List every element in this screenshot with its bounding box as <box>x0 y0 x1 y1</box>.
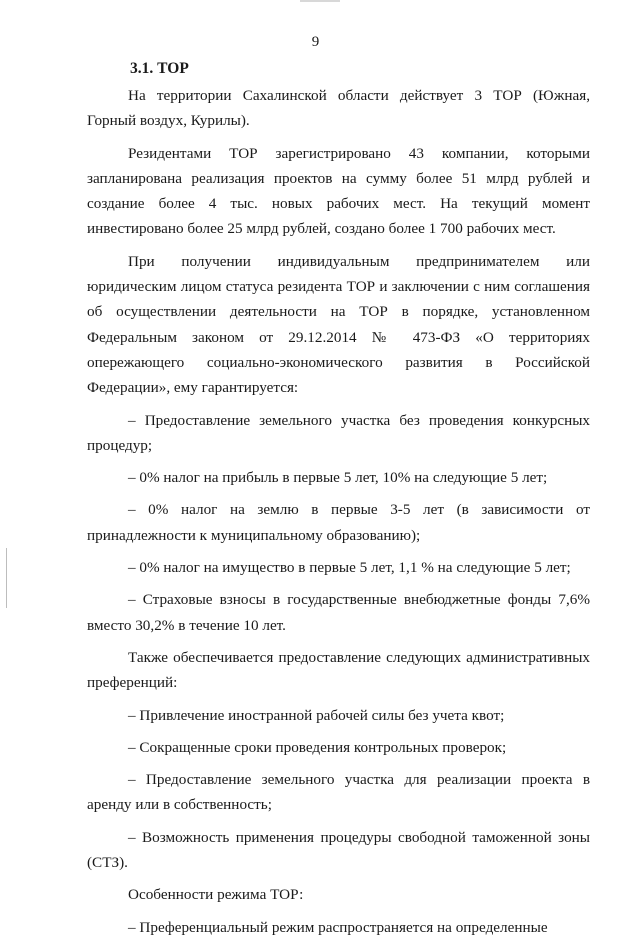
paragraph-admin-preferences: Также обеспечивается предоставление следующих административных преференций: <box>87 648 590 692</box>
document-body <box>87 83 590 947</box>
list-item-free-customs-zone: – Возможность применения процедуры свободной таможенной зоны (СТЗ). <box>87 828 590 872</box>
list-item-inspections: – Сокращенные сроки проведения контрольных проверок; <box>128 738 507 756</box>
scan-edge-artifact <box>6 548 7 608</box>
list-item-land-lease: – Предоставление земельного участка для реализации проекта в аренду или в собственность; <box>87 771 590 814</box>
paragraph-residents: Резидентами ТОР зарегистрировано 43 компании, которыми запланирована реализация проектов на сумму более 51 млрд рублей и создание более 4 тыс. новых рабочих мест. На текущий момент инвестировано более 25 млрд рублей, создано более 1 700 рабочих мест. <box>87 144 590 238</box>
list-item-land-tax: – 0% налог на землю в первые 3-5 лет (в зависимости от принадлежности к муниципальному образованию); <box>87 501 590 544</box>
paragraph-tor-count: На территории Сахалинской области действует 3 ТОР (Южная, Горный воздух, Курилы). <box>87 87 590 130</box>
list-item-insurance: – Страховые взносы в государственные внебюджетные фонды 7,6% вместо 30,2% в течение 10 лет. <box>87 591 590 634</box>
paragraph-regime-features: Особенности режима ТОР: <box>128 886 304 904</box>
section-heading: 3.1. ТОР <box>130 60 189 77</box>
list-item-profit-tax: – 0% налог на прибыль в первые 5 лет, 10% на следующие 5 лет; <box>128 469 548 487</box>
list-item-property-tax: – 0% налог на имущество в первые 5 лет, 1,1 % на следующие 5 лет; <box>128 559 571 577</box>
list-item-foreign-labor: – Привлечение иностранной рабочей силы без учета квот; <box>128 706 505 724</box>
scan-artifact <box>300 0 340 2</box>
page-number: 9 <box>311 34 320 50</box>
list-item-preferential-regime: – Преференциальный режим распространяется на определенные <box>128 918 548 936</box>
paragraph-guarantees-intro: При получении индивидуальным предпринимателем или юридическим лицом статуса резидента ТОР и заключении с ним соглашения об осуществлении деятельности на ТОР в порядке, установленном Федеральным законом от 29.12.2014 № 473-ФЗ «О территориях опережающего социально-экономического развития в Российской Федерации», ему гарантируется: <box>87 252 590 397</box>
list-item-land-plot: – Предоставление земельного участка без проведения конкурсных процедур; <box>87 411 590 454</box>
